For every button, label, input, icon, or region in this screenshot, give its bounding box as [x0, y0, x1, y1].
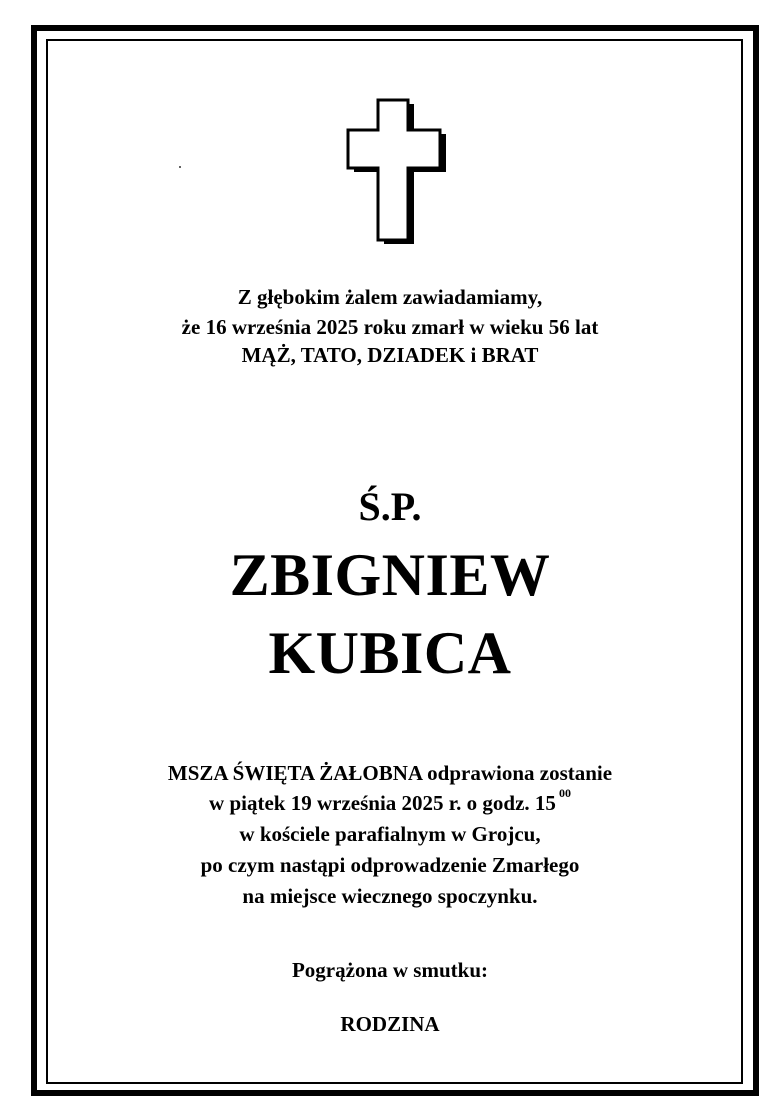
signature: RODZINA	[340, 1012, 440, 1036]
mass-line-1: MSZA ŚWIĘTA ŻAŁOBNA odprawiona zostanie	[167, 761, 613, 785]
mass-date-time: w piątek 19 września 2025 r. o godz. 15	[209, 791, 556, 815]
mass-line-5: na miejsce wiecznego spoczynku.	[242, 884, 538, 908]
paper-speck	[179, 166, 181, 168]
deceased-last-name: KUBICA	[268, 620, 512, 686]
mass-time-minutes: 00	[558, 786, 571, 800]
mass-line-3: w kościele parafialnym w Grojcu,	[239, 822, 541, 846]
closing-line: Pogrążona w smutku:	[291, 958, 488, 982]
intro-line-3: MĄŻ, TATO, DZIADEK i BRAT	[241, 343, 539, 367]
intro-line-1: Z głębokim żalem zawiadamiamy,	[237, 285, 543, 309]
cross-icon	[344, 98, 452, 244]
deceased-first-name: ZBIGNIEW	[229, 542, 551, 608]
mass-line-2	[0, 786, 780, 816]
intro-line-2: że 16 września 2025 roku zmarł w wieku 56 lat	[181, 315, 599, 339]
honorific: Ś.P.	[358, 484, 422, 529]
mass-line-4: po czym nastąpi odprowadzenie Zmarłego	[200, 853, 580, 877]
